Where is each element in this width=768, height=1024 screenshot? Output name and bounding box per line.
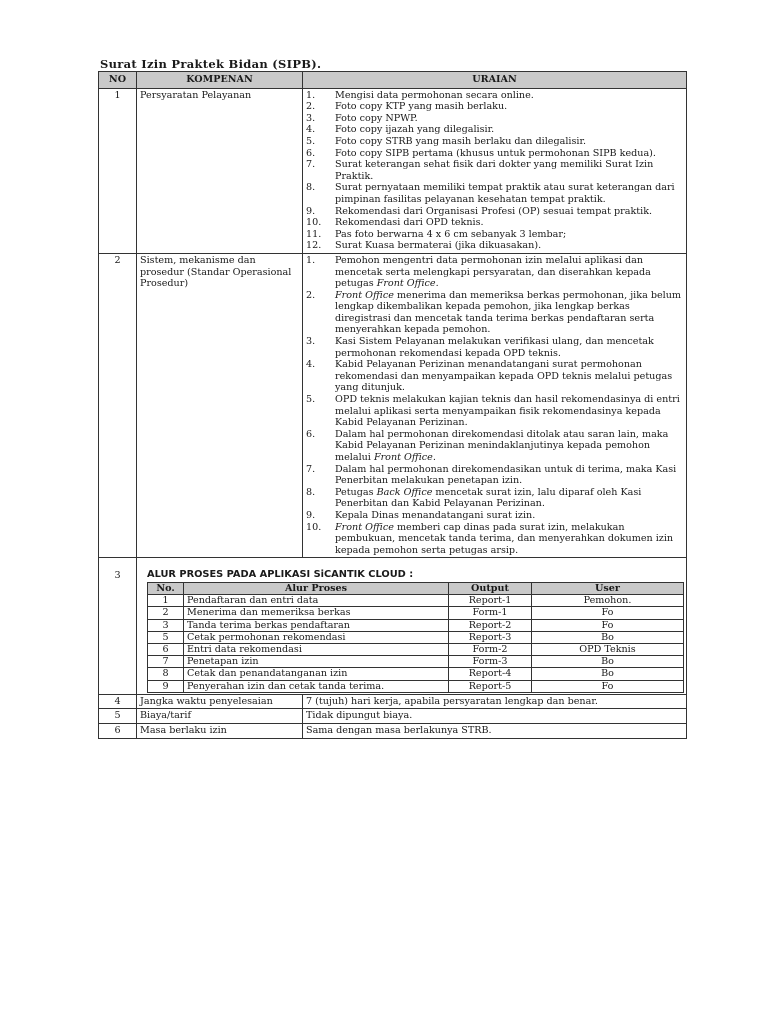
process-user: Bo [532, 656, 684, 668]
process-user: OPD Teknis [532, 643, 684, 655]
header-komponen: KOMPENAN [137, 72, 303, 89]
list-item-number: 2. [306, 289, 316, 301]
header-no: NO [99, 72, 137, 89]
process-user: Bo [532, 631, 684, 643]
process-no: 5 [148, 631, 184, 643]
row-no: 5 [99, 709, 137, 724]
list-item-text: Foto copy NPWP. [335, 112, 418, 124]
list-item-text-part: menerima dan memeriksa berkas permohonan, jika belum lengkap dikembalikan kepada pemohon, jika lengkap berkas diregistrasi dan mencetak tanda terima berkas pendaftaran serta menyerahkan kepada pemohon. [335, 289, 682, 336]
list-item [306, 229, 683, 241]
row-komponen: Persyaratan Pelayanan [137, 88, 303, 253]
row-uraian: 7 (tujuh) hari kerja, apabila persyaratan lengkap dan benar. [303, 694, 687, 709]
list-item [306, 124, 683, 136]
section3-heading: ALUR PROSES PADA APLIKASI SiCANTIK CLOUD : [147, 569, 414, 581]
list-item [306, 464, 683, 487]
list-item-text [335, 336, 683, 359]
list-item-number: 11. [306, 228, 322, 240]
list-item [306, 510, 683, 522]
row-3 [99, 558, 687, 694]
process-row [148, 680, 684, 692]
list-item [306, 255, 683, 290]
process-table [147, 582, 684, 693]
header-uraian: URAIAN [303, 72, 687, 89]
document-title: Surat Izin Praktek Bidan (SIPB). [100, 57, 322, 71]
row-uraian: Sama dengan masa berlakunya STRB. [303, 723, 687, 738]
process-row [148, 668, 684, 680]
list-item-number: 10. [306, 217, 322, 229]
process-row [148, 643, 684, 655]
list-item-number: 4. [306, 359, 316, 371]
list-item-text [335, 394, 683, 429]
process-output: Form-2 [449, 643, 532, 655]
procedure-list [306, 255, 683, 556]
process-step: Cetak dan penandatanganan izin [184, 668, 449, 680]
list-item-text: Foto copy KTP yang masih berlaku. [335, 101, 508, 113]
list-item-text [335, 510, 683, 522]
process-header-alur: Alur Proses [184, 582, 449, 594]
process-no: 8 [148, 668, 184, 680]
list-item [306, 90, 683, 102]
list-item-text-part: Kasi Sistem Pelayanan melakukan verifikasi ulang, dan mencetak permohonan rekomendasi kepada OPD teknis. [335, 336, 654, 359]
list-item-number: 1. [306, 89, 316, 101]
list-item-text-part: mencetak surat izin, lalu diparaf oleh Kasi Penerbitan dan Kabid Pelayanan Perizinan. [335, 486, 642, 510]
process-user: Fo [532, 607, 684, 619]
process-no: 6 [148, 643, 184, 655]
process-user: Fo [532, 680, 684, 692]
list-item [306, 359, 683, 394]
process-no: 7 [148, 656, 184, 668]
list-item [306, 487, 683, 510]
list-item-number: 2. [306, 101, 316, 113]
process-output: Form-3 [449, 656, 532, 668]
row-1 [99, 88, 687, 253]
list-item-number: 12. [306, 240, 322, 252]
process-step: Cetak permohonan rekomendasi [184, 631, 449, 643]
process-header-user: User [532, 582, 684, 594]
process-step: Entri data rekomendasi [184, 643, 449, 655]
list-item-text [335, 255, 683, 290]
list-item-emphasis: Front Office [373, 452, 433, 463]
process-step: Penetapan izin [184, 656, 449, 668]
list-item-text-part: OPD teknis melakukan kajian teknis dan hasil rekomendasinya di entri melalui aplikasi serta menyampaikan fisik rekomendasinya kepada Kabid Pelayanan Perizinan. [335, 394, 680, 429]
list-item [306, 290, 683, 336]
list-item-text [335, 522, 683, 557]
list-item-emphasis: Back Office [376, 486, 433, 498]
list-item-text: Mengisi data permohonan secara online. [335, 89, 534, 101]
list-item-text-part: Dalam hal permohonan direkomendasi ditolak atau saran lain, maka Kabid Pelayanan Perizinan menindaklanjutinya kepada pemohon melalui [335, 428, 669, 463]
process-step: Tanda terima berkas pendaftaran [184, 619, 449, 631]
list-item-text-part: Petugas [335, 486, 377, 498]
list-item [306, 136, 683, 148]
process-no: 3 [148, 619, 184, 631]
process-header-output: Output [449, 582, 532, 594]
list-item-text-part: Kepala Dinas menandatangani surat izin. [335, 509, 536, 521]
list-item-emphasis: Front Office [335, 289, 394, 301]
list-item-number: 3. [306, 112, 316, 124]
process-output: Report-3 [449, 631, 532, 643]
list-item-number: 5. [306, 135, 316, 147]
row-komponen: Masa berlaku izin [137, 723, 303, 738]
process-no: 9 [148, 680, 184, 692]
list-item [306, 148, 683, 160]
list-item-emphasis: Front Office [376, 278, 436, 290]
list-item-text: Foto copy SIPB pertama (khusus untuk permohonan SIPB kedua). [335, 147, 656, 159]
list-item-text: Surat Kuasa bermaterai (jika dikuasakan). [335, 240, 542, 252]
row-6 [99, 723, 687, 738]
process-user: Pemohon. [532, 595, 684, 607]
list-item-number: 7. [306, 159, 316, 171]
row-uraian [303, 88, 687, 253]
list-item-number: 9. [306, 509, 316, 521]
row-uraian [303, 253, 687, 557]
list-item-text [335, 487, 683, 510]
list-item [306, 101, 683, 113]
list-item [306, 240, 683, 252]
list-item-text-part: Pemohon mengentri data permohonan izin melalui aplikasi dan mencetak serta melengkapi persyaratan, dan diserahkan kepada petugas [335, 254, 651, 290]
process-output: Report-1 [449, 595, 532, 607]
list-item-number: 6. [306, 147, 316, 159]
list-item-number: 7. [306, 463, 316, 475]
list-item-text: Rekomendasi dari OPD teknis. [335, 217, 484, 229]
process-output: Report-5 [449, 680, 532, 692]
process-output: Report-4 [449, 668, 532, 680]
row-4 [99, 694, 687, 709]
list-item [306, 217, 683, 229]
list-item-number: 9. [306, 205, 316, 217]
list-item-text [335, 359, 683, 394]
section3-cell [137, 558, 687, 694]
row-no: 6 [99, 723, 137, 738]
list-item-number: 4. [306, 124, 316, 136]
process-output: Report-2 [449, 619, 532, 631]
list-item-text [335, 429, 683, 464]
list-item-text: Rekomendasi dari Organisasi Profesi (OP) sesuai tempat praktik. [335, 205, 653, 217]
list-item-emphasis: Front Office [335, 521, 394, 533]
list-item [306, 429, 683, 464]
list-item [306, 159, 683, 182]
list-item-number: 8. [306, 486, 316, 498]
list-item-text-part: Dalam hal permohonan direkomendasikan untuk di terima, maka Kasi Penerbitan melakukan penetapan izin. [335, 463, 677, 487]
list-item [306, 206, 683, 218]
list-item-text-part: . [435, 278, 439, 290]
list-item-text [335, 290, 683, 336]
list-item [306, 336, 683, 359]
header-row [99, 72, 687, 89]
requirements-list [306, 90, 683, 252]
list-item-text: Pas foto berwarna 4 x 6 cm sebanyak 3 lembar; [335, 228, 567, 240]
row-komponen: Sistem, mekanisme dan prosedur (Standar Operasional Prosedur) [137, 253, 303, 557]
row-no: 4 [99, 694, 137, 709]
process-row [148, 619, 684, 631]
process-step: Pendaftaran dan entri data [184, 595, 449, 607]
process-header-row [148, 582, 684, 594]
process-header-no: No. [148, 582, 184, 594]
process-step: Menerima dan memeriksa berkas [184, 607, 449, 619]
list-item-text-part: memberi cap dinas pada surat izin, melakukan pembukuan, mencetak tanda terima, dan menyerahkan dokumen izin kepada pemohon serta petugas arsip. [335, 521, 674, 556]
process-row [148, 607, 684, 619]
list-item-number: 1. [306, 254, 316, 266]
process-row [148, 595, 684, 607]
list-item-number: 6. [306, 428, 316, 440]
list-item-text: Surat pernyataan memiliki tempat praktik atau surat keterangan dari pimpinan fasilitas pelayanan kesehatan tempat praktik. [335, 182, 675, 205]
list-item [306, 394, 683, 429]
list-item-text-part: . [432, 452, 436, 463]
process-no: 2 [148, 607, 184, 619]
list-item [306, 522, 683, 557]
list-item-number: 5. [306, 394, 316, 406]
list-item-text-part: Kabid Pelayanan Perizinan menandatangani surat permohonan rekomendasi dan menyampaikan kepada OPD teknis melalui petugas yang ditunjuk. [335, 359, 673, 394]
process-output: Form-1 [449, 607, 532, 619]
list-item-text: Foto copy STRB yang masih berlaku dan dilegalisir. [335, 135, 587, 147]
row-2 [99, 253, 687, 557]
list-item-text [335, 464, 683, 487]
row-komponen: Jangka waktu penyelesaian [137, 694, 303, 709]
process-step: Penyerahan izin dan cetak tanda terima. [184, 680, 449, 692]
row-no: 1 [99, 88, 137, 253]
list-item-number: 10. [306, 521, 322, 533]
row-5 [99, 709, 687, 724]
process-row [148, 631, 684, 643]
row-no: 3 [99, 558, 137, 694]
sipb-table [98, 71, 687, 739]
list-item-number: 8. [306, 182, 316, 194]
row-no: 2 [99, 253, 137, 557]
list-item [306, 113, 683, 125]
list-item-text: Foto copy ijazah yang dilegalisir. [335, 124, 495, 136]
list-item-number: 3. [306, 336, 316, 348]
process-row [148, 656, 684, 668]
row-uraian: Tidak dipungut biaya. [303, 709, 687, 724]
list-item [306, 182, 683, 205]
process-user: Bo [532, 668, 684, 680]
process-user: Fo [532, 619, 684, 631]
list-item-text: Surat keterangan sehat fisik dari dokter yang memiliki Surat Izin Praktik. [335, 159, 654, 182]
process-no: 1 [148, 595, 184, 607]
row-komponen: Biaya/tarif [137, 709, 303, 724]
